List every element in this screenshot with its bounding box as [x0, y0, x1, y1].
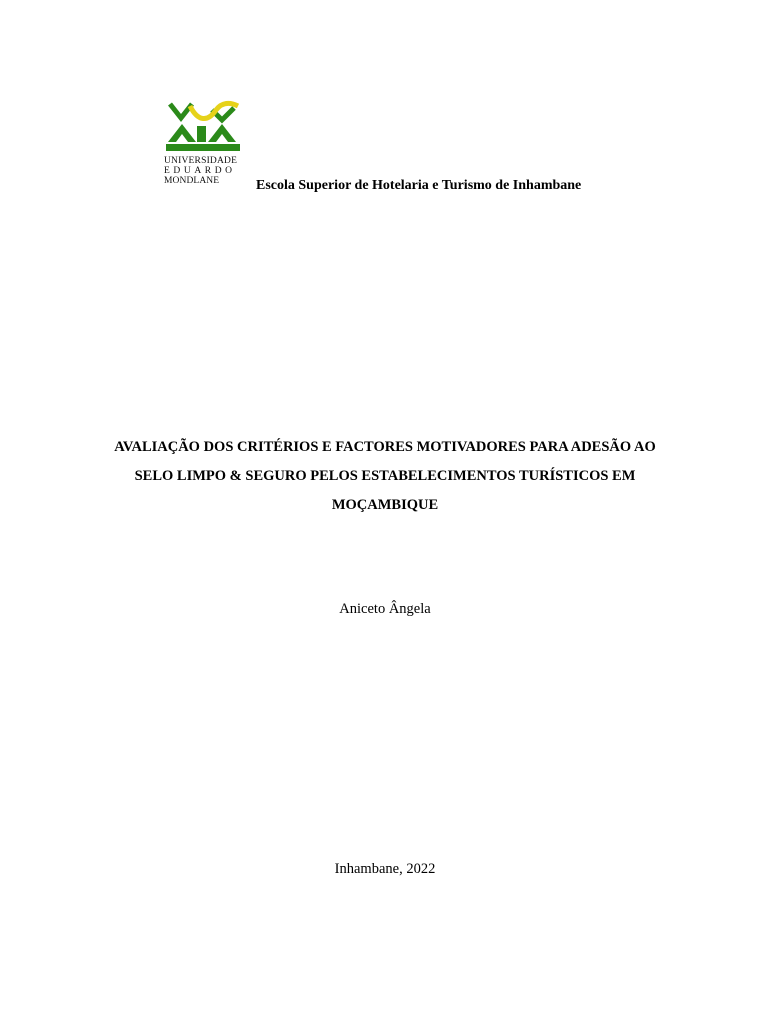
title-line2: SELO LIMPO & SEGURO PELOS ESTABELECIMENTOS TURÍSTICOS EM [134, 468, 636, 484]
title-line3: MOÇAMBIQUE [331, 497, 439, 513]
author-name: Aniceto Ângela [339, 601, 431, 617]
logo-text-line2: EDUARDO [164, 166, 236, 176]
school-name: Escola Superior de Hotelaria e Turismo de Inhambane [256, 178, 582, 193]
place-date: Inhambane, 2022 [334, 861, 436, 877]
title-line1: AVALIAÇÃO DOS CRITÉRIOS E FACTORES MOTIVADORES PARA ADESÃO AO [114, 439, 656, 455]
logo-text-line1: UNIVERSIDADE [164, 156, 238, 166]
document-title [60, 433, 710, 520]
logo-text-line3: MONDLANE [164, 176, 220, 186]
university-logo [164, 98, 254, 198]
university-emblem-icon [164, 98, 244, 156]
